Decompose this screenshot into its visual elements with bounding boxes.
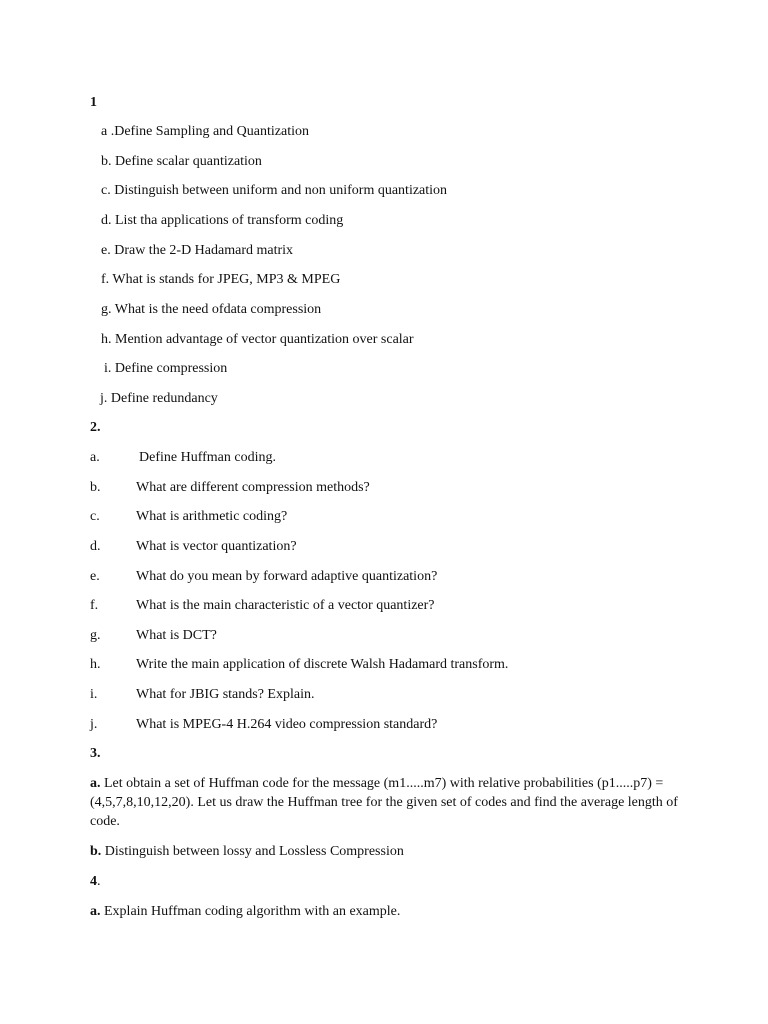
- s4-item-a: [90, 903, 400, 921]
- s2-text-b: What are different compression methods?: [136, 480, 370, 495]
- s2-text-a: Define Huffman coding.: [139, 450, 276, 465]
- s2-label-a: a.: [90, 450, 100, 465]
- s2-label-c: c.: [90, 509, 100, 524]
- s2-text-d: What is vector quantization?: [136, 539, 297, 554]
- s2-label-j: j.: [90, 717, 98, 732]
- s3-label-b: b.: [90, 844, 102, 859]
- s2-text-i: What for JBIG stands? Explain.: [136, 687, 315, 702]
- s4-label-a: a.: [90, 904, 101, 919]
- s1-item-e: e. Draw the 2-D Hadamard matrix: [101, 243, 294, 258]
- s1-item-f: f. What is stands for JPEG, MP3 & MPEG: [101, 272, 341, 287]
- s1-item-g: g. What is the need ofdata compression: [101, 302, 322, 317]
- s4-text-a: Explain Huffman coding algorithm with an example.: [104, 904, 401, 919]
- section-1-number: 1: [90, 95, 97, 110]
- s1-item-c: c. Distinguish between uniform and non uniform quantization: [101, 183, 448, 198]
- s2-text-g: What is DCT?: [136, 628, 217, 643]
- s1-item-i: i. Define compression: [104, 361, 228, 376]
- section-2-number: 2.: [90, 420, 101, 435]
- s1-item-b: b. Define scalar quantization: [101, 154, 262, 169]
- s3-item-a: [90, 774, 690, 831]
- s1-item-a: a .Define Sampling and Quantization: [101, 124, 309, 139]
- s3-item-b: [90, 843, 404, 861]
- s2-text-c: What is arithmetic coding?: [136, 509, 288, 524]
- s2-text-j: What is MPEG-4 H.264 video compression standard?: [136, 717, 438, 732]
- s2-text-e: What do you mean by forward adaptive quantization?: [136, 569, 438, 584]
- s1-item-j: j. Define redundancy: [100, 391, 218, 406]
- s3-label-a: a.: [90, 776, 101, 791]
- section-3-number: 3.: [90, 746, 101, 761]
- s3-text-b: Distinguish between lossy and Lossless Compression: [104, 844, 404, 859]
- s2-label-e: e.: [90, 569, 100, 584]
- s2-label-b: b.: [90, 480, 101, 495]
- s2-label-f: f.: [90, 598, 99, 613]
- s2-label-h: h.: [90, 657, 101, 672]
- s3-text-a: Let obtain a set of Huffman code for the message (m1.....m7) with relative probabilities (p1.....p7) = (4,5,7,8,10,12,20). Let us draw the Huffman tree for the given set of codes and find the average length of code.: [90, 776, 678, 829]
- s2-label-d: d.: [90, 539, 101, 554]
- s1-item-d: d. List tha applications of transform coding: [101, 213, 344, 228]
- s2-text-h: Write the main application of discrete Walsh Hadamard transform.: [136, 657, 509, 672]
- section-4-number: 4.: [90, 874, 101, 889]
- s1-item-h: h. Mention advantage of vector quantization over scalar: [101, 332, 414, 347]
- s2-label-i: i.: [90, 687, 98, 702]
- s2-label-g: g.: [90, 628, 101, 643]
- s2-text-f: What is the main characteristic of a vector quantizer?: [136, 598, 435, 613]
